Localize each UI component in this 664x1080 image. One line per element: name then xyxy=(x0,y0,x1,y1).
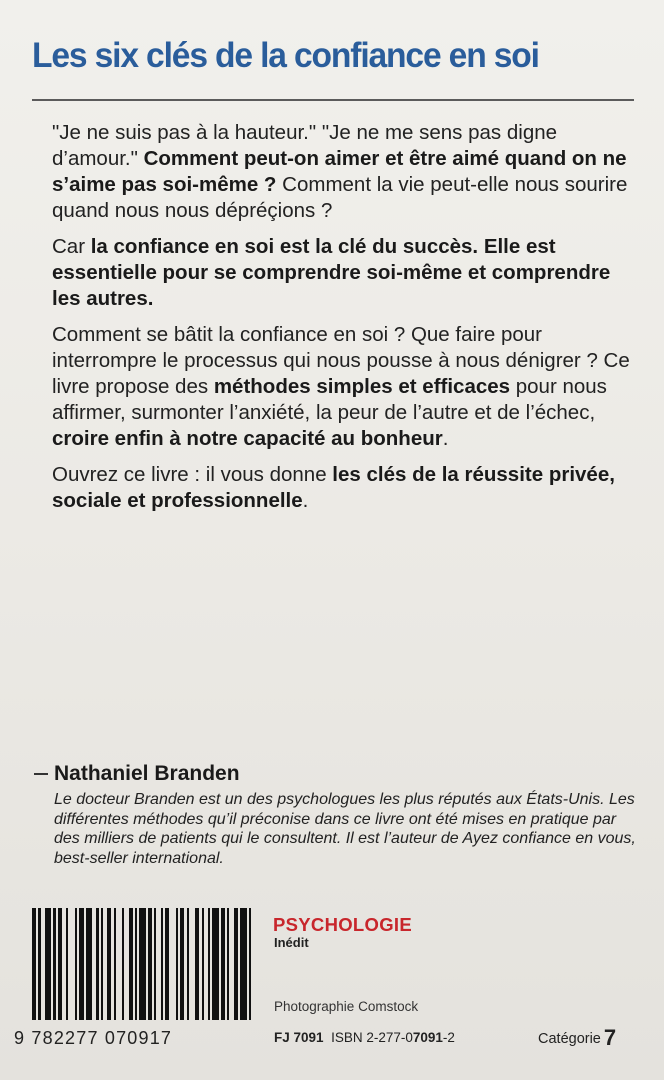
isbn-bold: 7091 xyxy=(412,1030,443,1045)
author-name: Nathaniel Branden xyxy=(54,762,240,785)
author-dash xyxy=(34,773,48,775)
barcode-bar xyxy=(251,908,253,1020)
title-divider xyxy=(32,99,634,101)
blurb-bold-segment: Comment peut-on aimer et être aimé quand on ne s’aime pas soi-même ? xyxy=(52,147,627,196)
blurb xyxy=(52,120,642,524)
categorie xyxy=(538,1025,616,1051)
book-title: Les six clés de la confiance en soi xyxy=(32,36,539,75)
photo-credit: Photographie Comstock xyxy=(274,999,419,1014)
blurb-segment: . xyxy=(302,489,309,512)
fj-code-number: 7091 xyxy=(293,1030,324,1045)
blurb-paragraph xyxy=(52,234,642,312)
fj-code-prefix: FJ xyxy=(274,1030,294,1045)
blurb-segment: Ouvrez ce livre : il vous donne xyxy=(52,463,333,486)
blurb-bold-segment: les clés de la réussite privée, sociale et professionnelle xyxy=(52,463,615,512)
blurb-bold-segment: la confiance en soi est la clé du succès. Elle est essentielle pour se comprendre soi-même et comprendre les autres. xyxy=(52,235,611,310)
blurb-bold-segment: méthodes simples et efficaces xyxy=(213,375,511,398)
blurb-segment: Comment la vie peut-elle nous sourire quand nous nous dépréçions ? xyxy=(52,173,628,222)
barcode-digits: 9 782277 070917 xyxy=(14,1028,173,1048)
blurb-segment: pour nous affirmer, surmonter l’anxiété, la peur de l’autre et de l’échec, xyxy=(52,375,607,424)
blurb-paragraph xyxy=(52,462,642,514)
blurb-segment: Car xyxy=(52,235,91,258)
blurb-paragraph xyxy=(52,120,642,224)
category-label: PSYCHOLOGIE xyxy=(273,914,412,935)
blurb-segment: . xyxy=(442,427,449,450)
categorie-label: Catégorie xyxy=(538,1031,601,1047)
blurb-segment: "Je ne suis pas à la hauteur." "Je ne me sens pas digne d’amour." xyxy=(52,121,558,170)
blurb-bold-segment: croire enfin à notre capacité au bonheur xyxy=(52,427,443,450)
isbn-prefix: ISBN 2-277-0 xyxy=(331,1030,413,1045)
isbn-suffix: -2 xyxy=(442,1030,455,1045)
categorie-number: 7 xyxy=(603,1025,617,1050)
author-bio: Le docteur Branden est un des psychologues les plus réputés aux États-Unis. Les différentes méthodes qu’il préconise dans ce livre ont été mises en pratique par des milliers de patients qui le consultent. Il est l’auteur de Ayez confiance en vous, best-seller international. xyxy=(54,791,636,867)
blurb-segment: Comment se bâtit la confiance en soi ? Que faire pour interrompre le processus qui nous pousse à nous dénigrer ? Ce livre propose des xyxy=(52,323,630,398)
inedit-label: Inédit xyxy=(274,935,309,950)
isbn-barcode xyxy=(32,908,254,1020)
fj-isbn-line xyxy=(274,1030,455,1045)
blurb-paragraph xyxy=(52,322,642,452)
